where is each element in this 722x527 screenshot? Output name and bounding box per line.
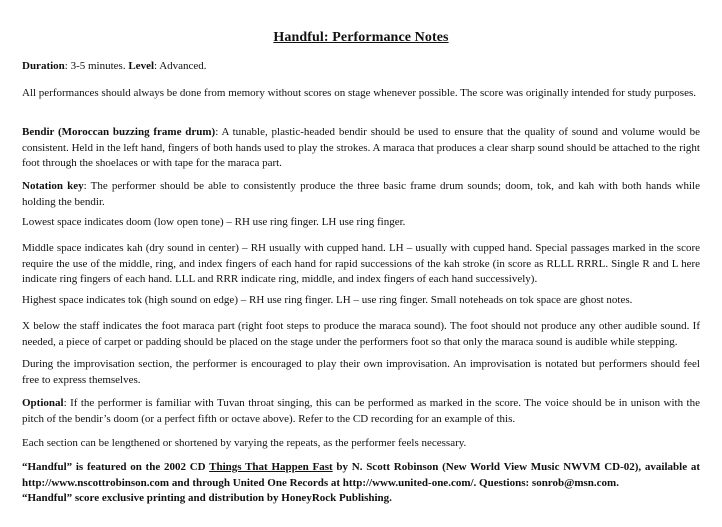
notation-text: : The performer should be able to consistently produce the three basic frame drum sounds; doom, tok, and kah with both hands while holding the bendir. [22, 180, 700, 208]
credits-part2: by N. Scott Robinson (New World View Music NWVM CD-02), available at http://www.nscottrobinson.com and through United One Records at http://www.united-one.com/. Questions: sonrob@msn.com. [22, 461, 700, 489]
level-value: : Advanced. [154, 60, 207, 72]
notation-label: Notation key [22, 180, 84, 192]
highest-space-paragraph: Highest space indicates tok (high sound on edge) – RH use ring finger. LH – use ring finger. Small noteheads on tok space are ghost notes. [22, 294, 633, 306]
duration-line [22, 59, 700, 75]
duration-label: Duration [22, 60, 65, 72]
optional-paragraph [22, 396, 700, 427]
section-paragraph: Each section can be lengthened or shortened by varying the repeats, as the performer feels necessary. [22, 437, 467, 449]
bendir-paragraph [22, 125, 700, 172]
optional-text: : If the performer is familiar with Tuvan throat singing, this can be performed as marked in the score. The voice should be in unison with the pitch of the bendir’s doom (or a perfect fifth or octave above). Refer to the CD recording for an example of this. [22, 397, 700, 425]
credits-part1: “Handful” is featured on the 2002 CD [22, 461, 210, 473]
notation-paragraph [22, 179, 700, 210]
credits-paragraph [22, 460, 700, 507]
page-title: Handful: Performance Notes [273, 30, 449, 45]
bendir-label: Bendir (Moroccan buzzing frame drum) [22, 126, 216, 138]
bendir-text: : A tunable, plastic-headed bendir should be used to ensure that the quality of sound and volume would be consistent. Held in the left hand, fingers of both hands used to play the strokes. A maraca that produces a clear sharp sound should be attached to the right foot through the shoelaces or with tape for the maraca part. [22, 126, 700, 169]
middle-space-paragraph: Middle space indicates kah (dry sound in center) – RH usually with cupped hand. LH – usually with cupped hand. Special passages marked in the score require the use of the middle, ring, and index fingers of each hand for rapid successions of the kah stroke (in score as RLLL RRRL. Single R and L here indicate ring fingers of each hand. LLL and RRR indicate ring, middle, and index fingers of each hand successively). [22, 242, 700, 285]
memory-paragraph: All performances should always be done from memory without scores on stage whenever possible. The score was originally intended for study purposes. [22, 87, 696, 99]
credits-publishing-line: “Handful” score exclusive printing and distribution by HoneyRock Publishing. [22, 492, 392, 504]
lowest-space-paragraph: Lowest space indicates doom (low open tone) – RH use ring finger. LH use ring finger. [22, 216, 406, 228]
duration-value: : 3-5 minutes. [64, 60, 129, 72]
cd-title: Things That Happen Fast [209, 461, 333, 473]
foot-maraca-paragraph: X below the staff indicates the foot maraca part (right foot steps to produce the maraca sound). The foot should not produce any other audible sound. If needed, a piece of carpet or padding should be placed on the stage under the performers foot so that only the maraca sound is audible while stepping. [22, 320, 700, 348]
optional-label: Optional [22, 397, 64, 409]
level-label: Level [128, 60, 155, 72]
improvisation-paragraph: During the improvisation section, the performer is encouraged to play their own improvisation. An improvisation is notated but performers should feel free to express themselves. [22, 358, 700, 386]
